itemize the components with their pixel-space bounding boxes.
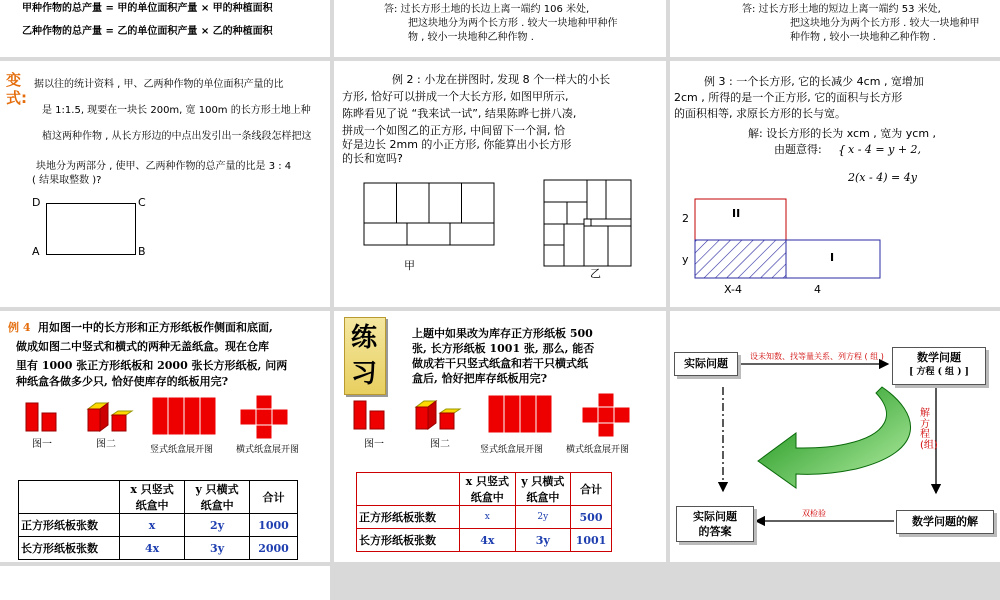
box-figures [20, 395, 310, 443]
equation-1: x - 4 = y + 2, [848, 143, 922, 156]
header-horizontal: y 只横式 纸盒中 [185, 481, 250, 514]
row-label: 正方形纸板张数 [357, 506, 460, 529]
slide-answer-2 [670, 0, 1000, 57]
label-2: 2 [682, 212, 689, 225]
answer-line-2: 把这块地分为两个长方形 . 较大一块地种甲 [790, 18, 980, 29]
caption-figure-one: 图一 [364, 439, 384, 450]
problem-line-2: 做成如图二中竖式和横式的两种无盖纸盒。现在仓库 [16, 340, 269, 353]
answer-line-1: 答: 过长方形土地的短边上离一端约 53 米处, [742, 4, 941, 15]
example-line-6: 的长和宽吗? [342, 152, 403, 165]
example-line-2: 方形, 恰好可以拼成一个大长方形, 如图甲所示, [342, 90, 569, 103]
cell: 500 [571, 506, 612, 529]
header-total: 合计 [250, 481, 298, 514]
header-total: 合计 [571, 473, 612, 506]
formula-line-1: 甲种作物的总产量 = 甲的单位面积产量 × 甲的种植面积 [22, 3, 273, 14]
cell: 4x [460, 529, 516, 552]
figure-one [26, 403, 56, 431]
caption-horizontal-net: 横式纸盒展开图 [236, 445, 300, 455]
caption-figure-two: 图二 [96, 439, 116, 450]
slide-production-formula [0, 0, 330, 57]
actual-answer-line-1: 实际问题 [693, 510, 737, 523]
row-label: 长方形纸板张数 [19, 537, 120, 560]
horizontal-box-net [240, 395, 288, 439]
cell: 4x [120, 537, 185, 560]
figure-yi [544, 180, 631, 266]
data-table [356, 472, 612, 552]
problem-line-4: 盒后, 恰好把库存纸板用完? [412, 372, 548, 385]
cell: 1001 [571, 529, 612, 552]
cell: 2y [185, 514, 250, 537]
cell: 3y [185, 537, 250, 560]
empty-bottom-area [0, 566, 330, 600]
problem-line-1: 据以往的统计资料 , 甲、乙两种作物的单位面积产量的比 [34, 79, 284, 90]
label-ii: II [732, 207, 741, 220]
vertex-b: B [138, 245, 146, 258]
header-empty [357, 473, 460, 506]
example-line-3: 陈晔看见了说 “我来试一试”, 结果陈晔七拼八凑, [342, 107, 577, 120]
box-math-solution: 数学问题的解 [896, 510, 994, 534]
problem-line-2: 是 1:1.5, 现要在一块长 200m, 宽 100m 的长方形土地上种 [42, 105, 311, 116]
math-problem-subtitle: [ 方程 ( 组 ) ] [909, 367, 969, 377]
problem-line-1: 上题中如果改为库存正方形纸板 500 [412, 327, 593, 340]
problem-line-2: 张, 长方形纸板 1001 张, 那么, 能否 [412, 342, 595, 355]
header-upright: x 只竖式 纸盒中 [120, 481, 185, 514]
slide-example-3 [670, 61, 1000, 307]
label-4: 4 [814, 283, 821, 296]
problem-line-3: 植这两种作物 , 从长方形边的中点出发引出一条线段怎样把这 [42, 131, 312, 142]
caption-figure-one: 图一 [32, 439, 52, 450]
box-figures [348, 393, 638, 441]
cell: 2y [515, 506, 570, 529]
cell: 1000 [250, 514, 298, 537]
caption-upright-net: 竖式纸盒展开图 [150, 445, 214, 455]
row-label: 正方形纸板张数 [19, 514, 120, 537]
header-horizontal: y 只横式 纸盒中 [515, 473, 570, 506]
square-part-ii [695, 199, 786, 240]
figure-jia [364, 183, 494, 245]
answer-line-3: 种作物 , 较小一块地种乙种作物 . [790, 32, 936, 43]
problem-line-4: 块地分为两部分 , 使甲、乙两种作物的总产量的比是 3 : 4 [36, 161, 292, 172]
cell: 2000 [250, 537, 298, 560]
system-brace: { [838, 143, 846, 157]
answer-line-1: 答: 过长方形土地的长边上离一端约 106 米处, [384, 4, 590, 15]
problem-line-3: 做成若干只竖式纸盒和若干只横式纸 [412, 357, 588, 370]
green-return-arrow [758, 387, 911, 488]
vertex-a: A [32, 245, 40, 258]
answer-line-3: 物 , 较小一块地种乙种作物 . [408, 32, 534, 43]
vertex-c: C [138, 196, 146, 209]
answer-line-2: 把这块地分为两个长方形 . 较大一块地种甲种作 [408, 18, 618, 29]
table-row [357, 506, 612, 529]
label-yi: 乙 [590, 267, 601, 280]
rectangle-diagram [694, 197, 884, 279]
cell: x [120, 514, 185, 537]
box-actual-answer [676, 506, 754, 542]
label-x-minus-4: X-4 [724, 283, 742, 296]
label-i: I [830, 251, 835, 264]
box-math-problem [892, 347, 986, 385]
solution-line-2: 由题意得: [774, 143, 822, 156]
cell: 3y [515, 529, 570, 552]
example-line-4: 拼成一个如图乙的正方形, 中间留下一个洞, 恰 [342, 124, 565, 137]
upright-box-net [152, 397, 216, 435]
row-label: 长方形纸板张数 [357, 529, 460, 552]
box-actual-problem: 实际问题 [674, 352, 738, 376]
header-upright: x 只竖式 纸盒中 [460, 473, 516, 506]
label-solve: 解方程(组) [920, 408, 938, 451]
upright-box-net [488, 395, 552, 433]
problem-line-4: 种纸盒各做多少只, 恰好使库存的纸板用完? [16, 375, 229, 388]
field-rectangle [46, 203, 136, 255]
slide-answer-1 [334, 0, 666, 57]
figure-one [354, 401, 384, 429]
table-row [19, 537, 298, 560]
caption-figure-two: 图二 [430, 439, 450, 450]
actual-answer-line-2: 的答案 [698, 525, 732, 538]
figure-two [88, 403, 132, 431]
vertex-d: D [32, 196, 41, 209]
badge-char-2: 习 [351, 359, 378, 389]
table-row [19, 514, 298, 537]
header-empty [19, 481, 120, 514]
horizontal-box-net [582, 393, 630, 437]
cell: x [460, 506, 516, 529]
formula-line-2: 乙种作物的总产量 = 乙的单位面积产量 × 乙的种植面积 [22, 26, 273, 37]
badge-char-1: 练 [351, 323, 378, 353]
data-table [18, 480, 298, 560]
math-problem-title: 数学问题 [917, 351, 961, 364]
example-line-1: 例 2 : 小龙在拼图时, 发现 8 个一样大的小长 [392, 73, 611, 86]
example-line-5: 好是边长 2mm 的小正方形, 你能算出小长方形 [342, 138, 572, 151]
practice-badge [344, 317, 386, 395]
equation-2: 2(x - 4) = 4y [848, 171, 917, 184]
example-line-3: 的面积相等, 求原长方形的长与宽。 [674, 107, 846, 120]
slide-practice [334, 311, 666, 562]
slide-variant [0, 61, 330, 307]
example-line-1: 例 3 : 一个长方形, 它的长减少 4cm , 宽增加 [704, 75, 924, 88]
example-label: 例 4 [8, 321, 31, 334]
figure-two [416, 401, 460, 429]
label-jia: 甲 [404, 259, 415, 272]
solution-line-1: 解: 设长方形的长为 xcm , 宽为 ycm , [748, 127, 937, 140]
slide-example-4 [0, 311, 330, 562]
problem-line-5: ( 结果取整数 )? [32, 175, 102, 186]
variant-badge: 变式: [6, 71, 27, 107]
example-line-2: 2cm , 所得的是一个正方形, 它的面积与长方形 [674, 91, 903, 104]
caption-horizontal-net: 横式纸盒展开图 [566, 445, 630, 455]
slide-flowchart [670, 311, 1000, 562]
problem-line-3: 里有 1000 张正方形纸板和 2000 张长方形纸板, 问两 [16, 359, 288, 372]
hatched-part [695, 240, 786, 278]
problem-line-1: 用如图一中的长方形和正方形纸板作侧面和底面, [38, 321, 273, 334]
label-y: y [682, 253, 689, 266]
label-set-up-equation: 设未知数、找等量关系、列方程 ( 组 ) [750, 352, 884, 361]
slide-example-2 [334, 61, 666, 307]
label-double-check: 双检验 [802, 509, 826, 518]
caption-upright-net: 竖式纸盒展开图 [480, 445, 544, 455]
table-row [357, 529, 612, 552]
